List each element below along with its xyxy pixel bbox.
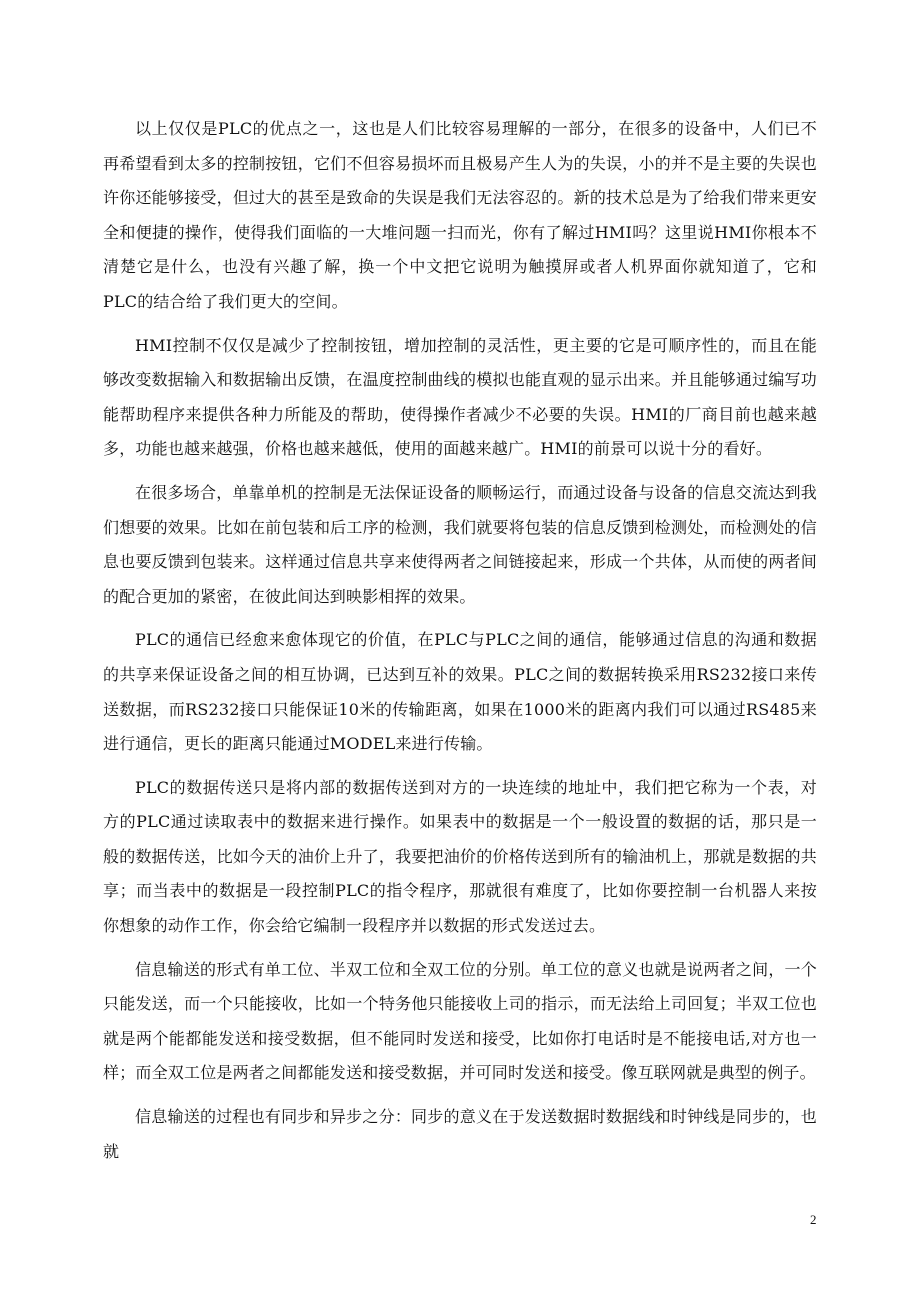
paragraph-transmission-modes: 信息输送的形式有单工位、半双工位和全双工位的分别。单工位的意义也就是说两者之间，一个只能发送，而一个只能接收，比如一个特务他只能接收上司的指示，而无法给上司回复；半双工位也就是两个能都能发送和接受数据，但不能同时发送和接受，比如你打电话时是不能接电话,对方也一样；而全双工位是两者之间都能发送和接受数据，并可同时发送和接受。像互联网就是典型的例子。: [103, 959, 817, 1083]
document-body: [103, 112, 817, 1178]
paragraph-sync-async: 信息输送的过程也有同步和异步之分：同步的意义在于发送数据时数据线和时钟线是同步的，也就: [103, 1107, 817, 1161]
paragraph-plc-data-transfer: PLC的数据传送只是将内部的数据传送到对方的一块连续的地址中，我们把它称为一个表，对方的PLC通过读取表中的数据来进行操作。如果表中的数据是一个一般设置的数据的话，那只是一般的数据传送，比如今天的油价上升了，我要把油价的价格传送到所有的输油机上，那就是数据的共享；而当表中的数据是一段控制PLC的指令程序，那就很有难度了，比如你要控制一台机器人来按你想象的动作工作，你会给它编制一段程序并以数据的形式发送过去。: [103, 777, 817, 936]
paragraph-plc-communication: PLC的通信已经愈来愈体现它的价值，在PLC与PLC之间的通信，能够通过信息的沟通和数据的共享来保证设备之间的相互协调，已达到互补的效果。PLC之间的数据转换采用RS232接口来传送数据，而RS232接口只能保证10米的传输距离，如果在1000米的距离内我们可以通过RS485来进行通信，更长的距离只能通过MODEL来进行传输。: [103, 630, 817, 754]
paragraph-hmi-control: HMI控制不仅仅是减少了控制按钮，增加控制的灵活性，更主要的它是可顺序性的，而且在能够改变数据输入和数据输出反馈，在温度控制曲线的模拟也能直观的显示出来。并且能够通过编写功能帮助程序来提供各种力所能及的帮助，使得操作者减少不必要的失误。HMI的厂商目前也越来越多，功能也越来越强，价格也越来越低，使用的面越来越广。HMI的前景可以说十分的看好。: [103, 335, 817, 459]
paragraph-plc-advantages-hmi: 以上仅仅是PLC的优点之一，这也是人们比较容易理解的一部分，在很多的设备中，人们已不再希望看到太多的控制按钮，它们不但容易损坏而且极易产生人为的失误，小的并不是主要的失误也许你还能够接受，但过大的甚至是致命的失误是我们无法容忍的。新的技术总是为了给我们带来更安全和便捷的操作，使得我们面临的一大堆问题一扫而光，你有了解过HMI吗？这里说HMI你根本不清楚它是什么，也没有兴趣了解，换一个中文把它说明为触摸屏或者人机界面你就知道了，它和PLC的结合给了我们更大的空间。: [103, 119, 817, 311]
page-number: 2: [810, 1212, 817, 1227]
paragraph-information-exchange: 在很多场合，单靠单机的控制是无法保证设备的顺畅运行，而通过设备与设备的信息交流达到我们想要的效果。比如在前包装和后工序的检测，我们就要将包装的信息反馈到检测处，而检测处的信息也要反馈到包装来。这样通过信息共享来使得两者之间链接起来，形成一个共体，从而使的两者间的配合更加的紧密，在彼此间达到映影相挥的效果。: [103, 482, 817, 606]
